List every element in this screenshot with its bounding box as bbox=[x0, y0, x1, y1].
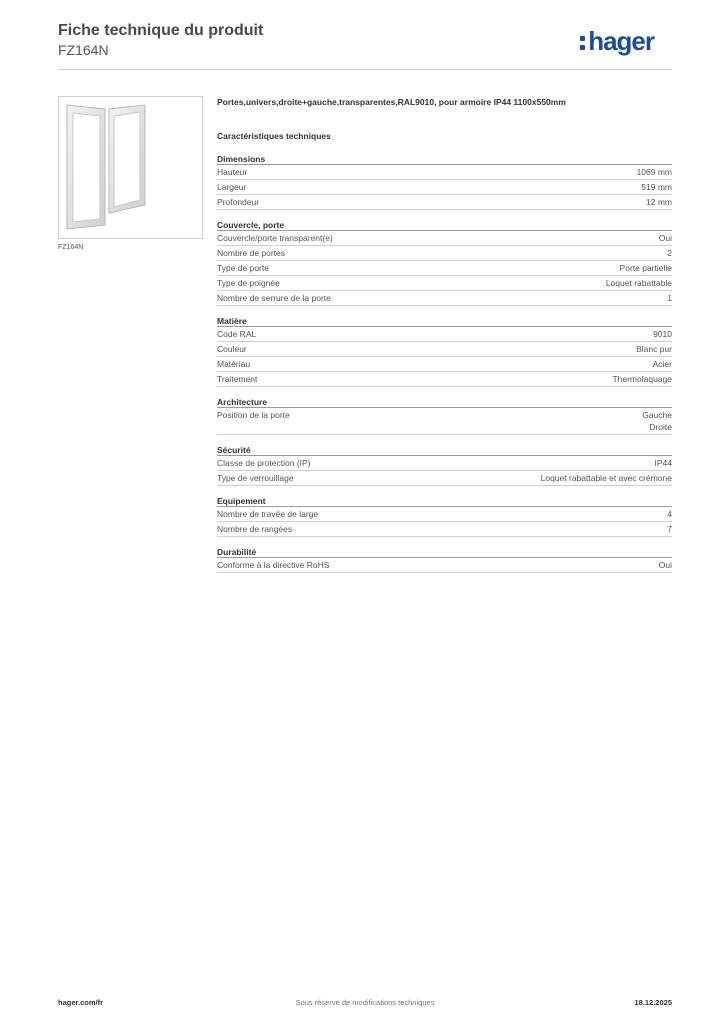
footer-date: 18.12.2025 bbox=[634, 998, 672, 1007]
spec-label: Couvercle/porte transparent(e) bbox=[217, 233, 333, 243]
spec-row bbox=[217, 456, 672, 471]
spec-group bbox=[217, 495, 672, 537]
spec-group bbox=[217, 546, 672, 573]
spec-group-title: Durabilité bbox=[217, 546, 672, 558]
spec-value bbox=[646, 196, 672, 208]
spec-row bbox=[217, 195, 672, 210]
footer-website: hager.com/fr bbox=[58, 998, 104, 1007]
spec-label: Profondeur bbox=[217, 197, 260, 207]
spec-row bbox=[217, 372, 672, 387]
spec-value bbox=[653, 358, 672, 370]
spec-value-text: 1 bbox=[667, 293, 672, 303]
technical-content bbox=[217, 97, 672, 582]
spec-label: Couleur bbox=[217, 344, 247, 354]
spec-label: Traitement bbox=[217, 374, 258, 384]
spec-group-title: Equipement bbox=[217, 495, 672, 507]
spec-group-title: Architecture bbox=[217, 396, 672, 408]
spec-value-text: 519 mm bbox=[641, 182, 672, 192]
image-caption: FZ164N bbox=[58, 244, 84, 251]
spec-value-text-secondary: Droite bbox=[649, 422, 672, 432]
spec-value-text: Acier bbox=[652, 359, 672, 369]
logo-text: hager bbox=[588, 26, 654, 56]
page-title: Fiche technique du produit bbox=[58, 22, 264, 39]
spec-label: Largeur bbox=[217, 182, 247, 192]
spec-row bbox=[217, 261, 672, 276]
spec-label: Nombre de serrure de la porte bbox=[217, 293, 331, 303]
spec-value-text: IP44 bbox=[654, 458, 672, 468]
spec-row bbox=[217, 342, 672, 357]
spec-value bbox=[653, 328, 672, 340]
spec-label: Nombre de portes bbox=[217, 248, 286, 258]
spec-row bbox=[217, 357, 672, 372]
spec-value-text: 9010 bbox=[653, 329, 672, 339]
spec-groups bbox=[217, 153, 672, 573]
spec-row bbox=[217, 165, 672, 180]
spec-value bbox=[641, 181, 672, 193]
spec-value-text: Oui bbox=[658, 560, 672, 570]
footer-notice: Sous réserve de modifications techniques bbox=[295, 998, 435, 1007]
spec-label: Type de verrouillage bbox=[217, 473, 294, 483]
product-reference: FZ164N bbox=[58, 42, 109, 58]
spec-row bbox=[217, 276, 672, 291]
spec-label: Position de la porte bbox=[217, 410, 290, 420]
spec-value bbox=[620, 262, 672, 274]
spec-value bbox=[637, 166, 672, 178]
section-title: Caractéristiques techniques bbox=[217, 131, 331, 141]
spec-group bbox=[217, 396, 672, 435]
spec-value bbox=[612, 373, 672, 385]
spec-label: Matériau bbox=[217, 359, 251, 369]
spec-value-text: 12 mm bbox=[646, 197, 672, 207]
spec-label: Type de porte bbox=[217, 263, 269, 273]
spec-value bbox=[636, 343, 672, 355]
spec-group bbox=[217, 315, 672, 387]
spec-group-title: Couvercle, porte bbox=[217, 219, 672, 231]
spec-value-text: 4 bbox=[667, 509, 672, 519]
page-header bbox=[58, 22, 672, 70]
spec-value bbox=[667, 523, 672, 535]
spec-row bbox=[217, 522, 672, 537]
spec-group-title: Matière bbox=[217, 315, 672, 327]
spec-value-text: 1069 mm bbox=[636, 167, 672, 177]
logo-dots-icon bbox=[580, 28, 586, 54]
spec-group-title: Sécurité bbox=[217, 444, 672, 456]
spec-value bbox=[659, 232, 672, 244]
spec-row bbox=[217, 558, 672, 573]
spec-value bbox=[541, 472, 672, 484]
spec-value-text: Loquet rabattable bbox=[605, 278, 672, 288]
spec-value-text: 7 bbox=[667, 524, 672, 534]
product-description: Portes,univers,droite+gauche,transparentes,RAL9010, pour armoire IP44 1100x550mm bbox=[217, 97, 566, 107]
spec-value-text: Loquet rabattable et avec crémone bbox=[540, 473, 672, 483]
spec-row bbox=[217, 408, 672, 435]
spec-value bbox=[667, 247, 672, 259]
spec-value-text: Thermolaquage bbox=[612, 374, 672, 384]
spec-group bbox=[217, 444, 672, 486]
spec-label: Hauteur bbox=[217, 167, 248, 177]
spec-row bbox=[217, 291, 672, 306]
spec-row bbox=[217, 231, 672, 246]
spec-group bbox=[217, 153, 672, 210]
spec-row bbox=[217, 327, 672, 342]
spec-value bbox=[642, 409, 672, 433]
spec-value bbox=[667, 508, 672, 520]
spec-value-text: Gauche bbox=[642, 410, 672, 420]
spec-value-text: 2 bbox=[667, 248, 672, 258]
spec-label: Code RAL bbox=[217, 329, 257, 339]
spec-row bbox=[217, 471, 672, 486]
product-image bbox=[58, 96, 203, 239]
spec-value-text: Blanc pur bbox=[636, 344, 672, 354]
spec-label: Classe de protection (IP) bbox=[217, 458, 311, 468]
spec-label: Conforme à la directive RoHS bbox=[217, 560, 330, 570]
spec-row bbox=[217, 507, 672, 522]
spec-value-text: Oui bbox=[658, 233, 672, 243]
spec-label: Nombre de rangées bbox=[217, 524, 293, 534]
spec-group bbox=[217, 219, 672, 306]
spec-label: Nombre de travée de large bbox=[217, 509, 319, 519]
spec-value bbox=[667, 292, 672, 304]
spec-row bbox=[217, 180, 672, 195]
door-illustration-icon bbox=[59, 97, 202, 238]
spec-value bbox=[655, 457, 673, 469]
spec-value-text: Porte partielle bbox=[619, 263, 672, 273]
spec-row bbox=[217, 246, 672, 261]
spec-value bbox=[606, 277, 672, 289]
spec-label: Type de poignée bbox=[217, 278, 280, 288]
spec-value bbox=[659, 559, 672, 571]
hager-logo bbox=[580, 24, 654, 54]
spec-group-title: Dimensions bbox=[217, 153, 672, 165]
